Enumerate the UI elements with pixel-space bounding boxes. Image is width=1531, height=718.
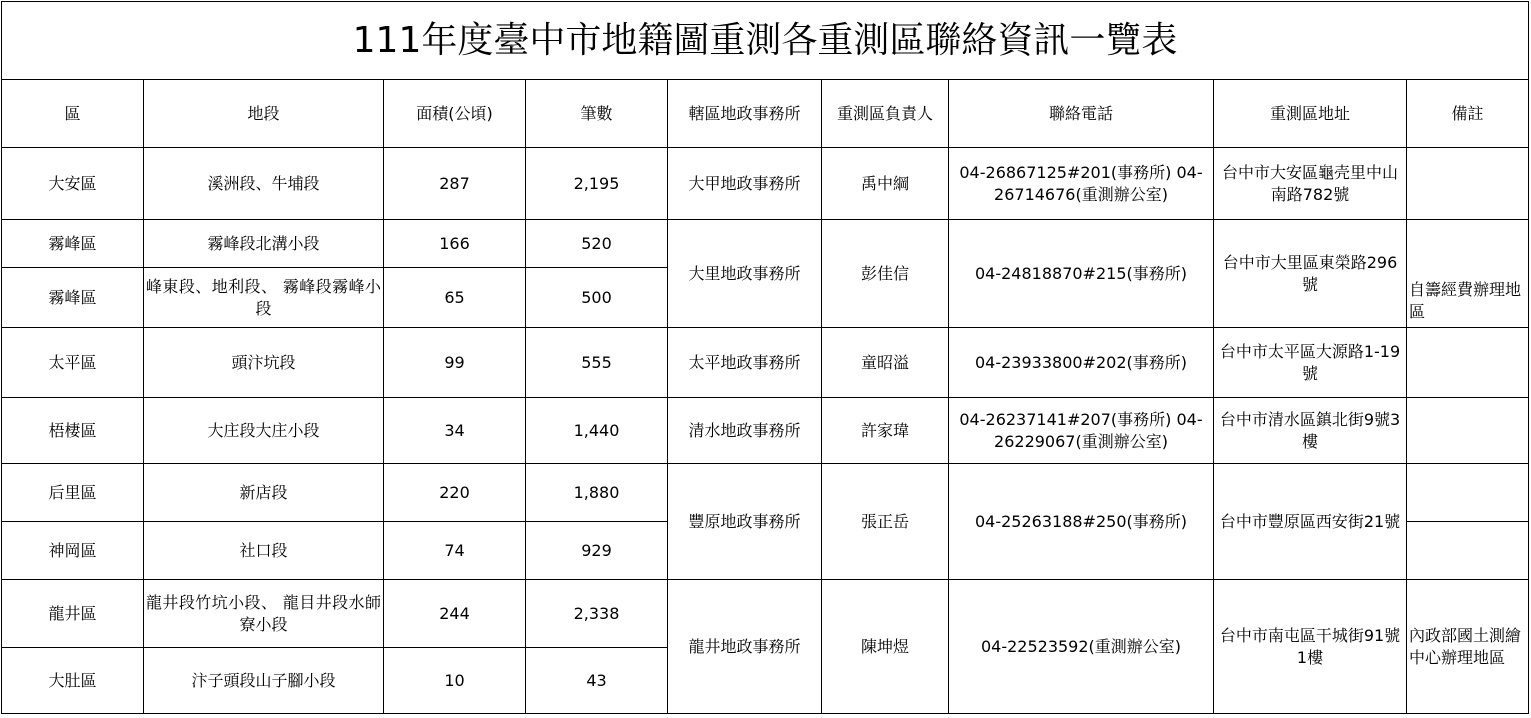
cell-district: 梧棲區 [2,398,144,464]
cell-section: 霧峰段北溝小段 [144,220,384,268]
cell-district: 大肚區 [2,648,144,714]
header-count: 筆數 [526,80,668,148]
cell-area: 244 [384,580,526,648]
cell-area: 166 [384,220,526,268]
cell-note [1407,464,1529,522]
cell-manager: 陳坤煜 [822,580,949,714]
cell-office: 大甲地政事務所 [668,148,822,220]
cell-area: 220 [384,464,526,522]
cell-manager: 張正岳 [822,464,949,580]
cell-office: 太平地政事務所 [668,328,822,398]
cell-phone: 04-23933800#202(事務所) [949,328,1214,398]
cell-address: 台中市清水區鎮北街9號3樓 [1214,398,1407,464]
table-row [2,328,1529,398]
cell-address: 台中市南屯區干城街91號1樓 [1214,580,1407,714]
cell-manager: 彭佳信 [822,220,949,328]
cell-area: 34 [384,398,526,464]
cell-section: 社口段 [144,522,384,580]
table-row [2,148,1529,220]
cell-district: 霧峰區 [2,220,144,268]
cell-count: 1,880 [526,464,668,522]
header-office: 轄區地政事務所 [668,80,822,148]
cell-note: 內政部國土測繪中心辦理地區 [1407,580,1529,714]
cell-count: 43 [526,648,668,714]
cell-address: 台中市豐原區西安街21號 [1214,464,1407,580]
table-row [2,580,1529,648]
cell-section: 峰東段、地利段、 霧峰段霧峰小段 [144,268,384,328]
cell-section: 大庄段大庄小段 [144,398,384,464]
contact-table [1,1,1529,714]
table-row [2,220,1529,268]
cell-address: 台中市太平區大源路1-19號 [1214,328,1407,398]
cell-area: 99 [384,328,526,398]
header-phone: 聯絡電話 [949,80,1214,148]
header-area: 面積(公頃) [384,80,526,148]
cell-manager: 童昭溢 [822,328,949,398]
header-section: 地段 [144,80,384,148]
cell-count: 2,338 [526,580,668,648]
cell-address: 台中市大安區龜壳里中山南路782號 [1214,148,1407,220]
cell-address: 台中市大里區東榮路296號 [1214,220,1407,328]
cell-note [1407,148,1529,220]
cell-office: 大里地政事務所 [668,220,822,328]
cell-count: 1,440 [526,398,668,464]
cell-district: 龍井區 [2,580,144,648]
cell-district: 大安區 [2,148,144,220]
cell-count: 2,195 [526,148,668,220]
cell-office: 豐原地政事務所 [668,464,822,580]
cell-manager: 許家瑋 [822,398,949,464]
cell-count: 520 [526,220,668,268]
header-row [2,80,1529,148]
cell-count: 555 [526,328,668,398]
cell-section: 新店段 [144,464,384,522]
table-row [2,398,1529,464]
cell-district: 霧峰區 [2,268,144,328]
cell-area: 74 [384,522,526,580]
header-manager: 重測區負責人 [822,80,949,148]
cell-area: 10 [384,648,526,714]
cell-district: 后里區 [2,464,144,522]
cell-section: 龍井段竹坑小段、 龍目井段水師寮小段 [144,580,384,648]
cell-count: 929 [526,522,668,580]
cell-phone: 04-26237141#207(事務所) 04-26229067(重測辦公室) [949,398,1214,464]
cell-count: 500 [526,268,668,328]
cell-note [1407,398,1529,464]
cell-phone: 04-24818870#215(事務所) [949,220,1214,328]
cell-district: 神岡區 [2,522,144,580]
header-district: 區 [2,80,144,148]
cell-area: 287 [384,148,526,220]
cell-section: 頭汴坑段 [144,328,384,398]
cell-manager: 禹中綱 [822,148,949,220]
cell-phone: 04-22523592(重測辦公室) [949,580,1214,714]
cell-note [1407,328,1529,398]
cell-office: 龍井地政事務所 [668,580,822,714]
table-row [2,464,1529,522]
cell-area: 65 [384,268,526,328]
cell-phone: 04-25263188#250(事務所) [949,464,1214,580]
table-title: 111年度臺中市地籍圖重測各重測區聯絡資訊一覽表 [2,2,1529,80]
cell-phone: 04-26867125#201(事務所) 04-26714676(重測辦公室) [949,148,1214,220]
cell-district: 太平區 [2,328,144,398]
cell-note: 自籌經費辦理地區 [1407,220,1529,328]
cell-section: 溪洲段、牛埔段 [144,148,384,220]
cell-office: 清水地政事務所 [668,398,822,464]
header-note: 備註 [1407,80,1529,148]
cell-section: 汴子頭段山子腳小段 [144,648,384,714]
cell-note [1407,522,1529,580]
header-address: 重測區地址 [1214,80,1407,148]
